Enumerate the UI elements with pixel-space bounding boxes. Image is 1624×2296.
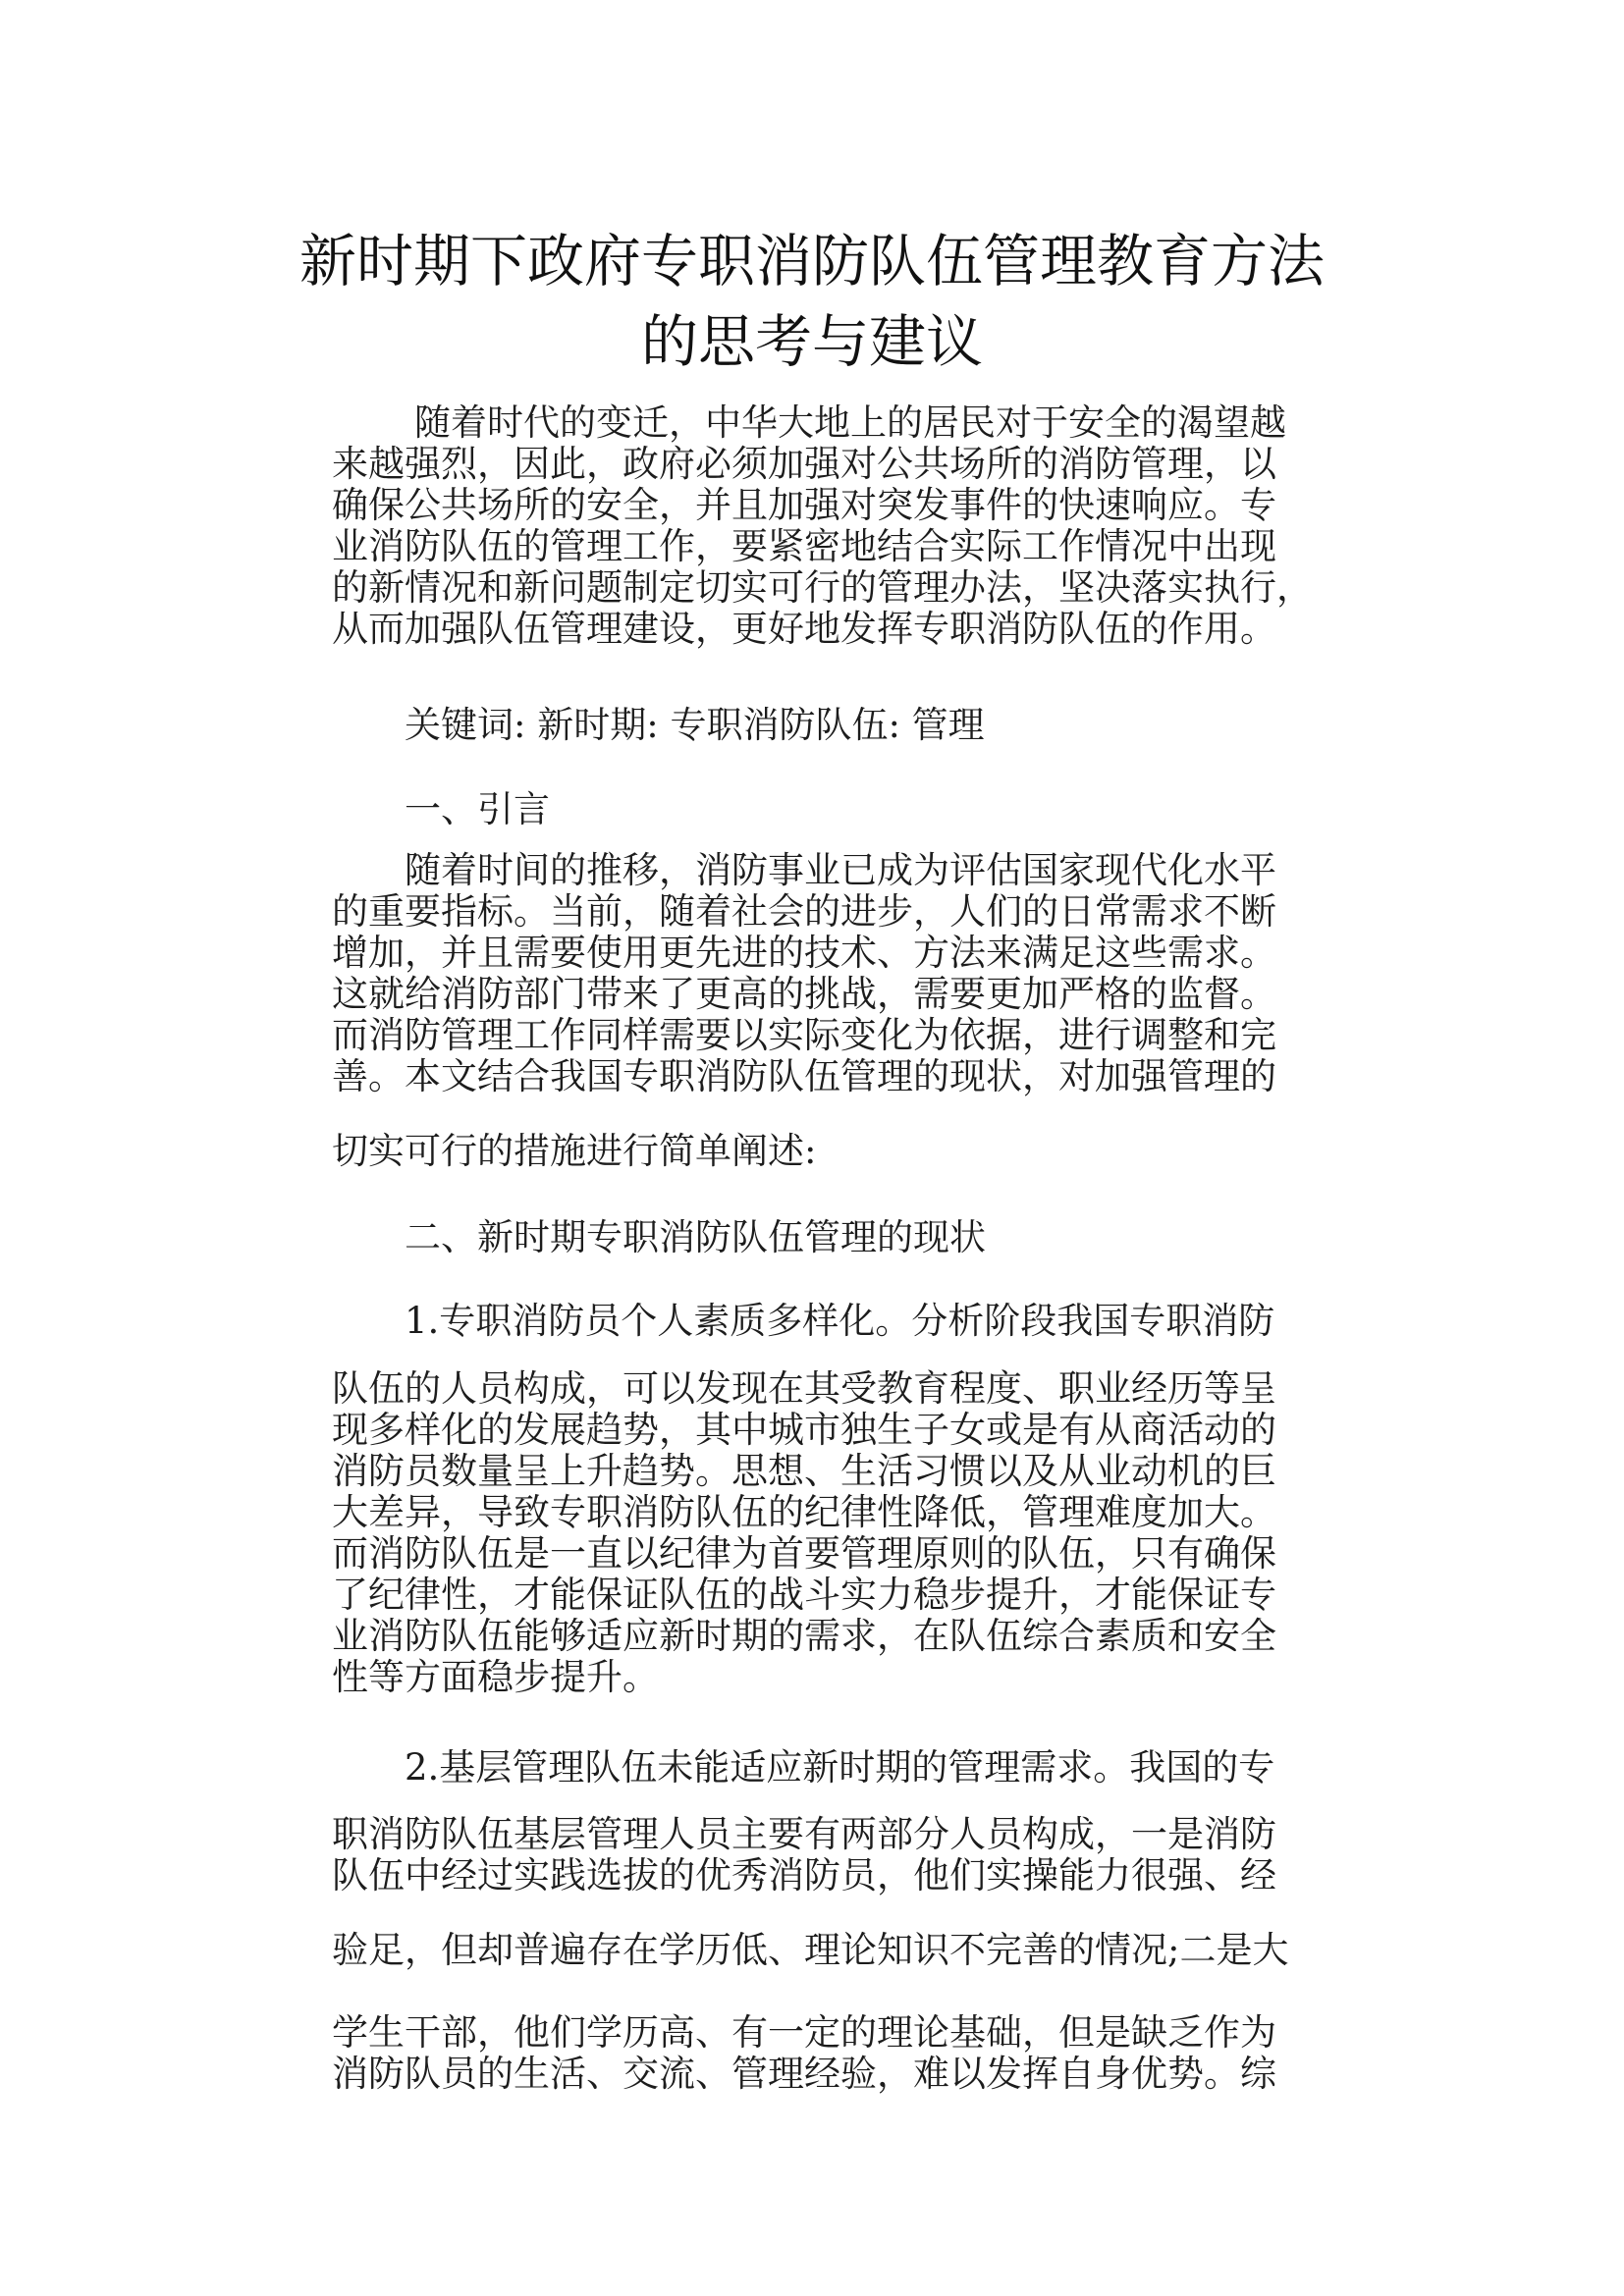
section-2-item-2-paragraph-c — [332, 2012, 1304, 2095]
section-1-paragraph-end — [332, 1131, 1304, 1172]
title-line-2: 的思考与建议 — [640, 308, 983, 375]
section-1-line: 这就给消防部门带来了更高的挑战，需要更加严格的监督。 — [332, 973, 1276, 1015]
keywords — [332, 705, 1304, 746]
section-1-line: 的重要指标。当前，随着社会的进步，人们的日常需求不断 — [332, 890, 1276, 933]
section-2-heading — [332, 1217, 1304, 1258]
item-2-line: 验足，但却普遍存在学历低、理论知识不完善的情况;二是大 — [332, 1929, 1289, 1971]
item-1-line: 性等方面稳步提升。 — [332, 1656, 659, 1698]
item-2-line: 消防队员的生活、交流、管理经验，难以发挥自身优势。综 — [332, 2053, 1276, 2095]
section-1-line: 增加，并且需要使用更先进的技术、方法来满足这些需求。 — [332, 932, 1276, 974]
abstract-line: 来越强烈，因此，政府必须加强对公共场所的消防管理，以 — [332, 443, 1276, 485]
item-1-line: 大差异，导致专职消防队伍的纪律性降低，管理难度加大。 — [332, 1491, 1276, 1533]
section-1-heading-text: 一、引言 — [405, 788, 550, 830]
item-1-line: 了纪律性，才能保证队伍的战斗实力稳步提升，才能保证专 — [332, 1574, 1276, 1616]
section-1-paragraph — [332, 850, 1304, 1097]
item-2-line: 职消防队伍基层管理人员主要有两部分人员构成，一是消防 — [332, 1813, 1276, 1855]
section-2-item-2-lead — [332, 1747, 1304, 1789]
keywords-text: 关键词: 新时期: 专职消防队伍: 管理 — [405, 704, 985, 746]
section-2-item-2-paragraph-b — [332, 1930, 1304, 1971]
item-2-line: 学生干部，他们学历高、有一定的理论基础，但是缺乏作为 — [332, 2011, 1276, 2054]
item-2-first-line: 2.基层管理队伍未能适应新时期的管理需求。我国的专 — [405, 1746, 1275, 1789]
abstract-line: 的新情况和新问题制定切实可行的管理办法，坚决落实执行， — [332, 566, 1313, 609]
section-1-heading — [332, 789, 1304, 830]
item-1-line: 队伍的人员构成，可以发现在其受教育程度、职业经历等呈 — [332, 1367, 1276, 1410]
section-1-line: 切实可行的措施进行简单阐述: — [332, 1130, 817, 1172]
item-1-line: 业消防队伍能够适应新时期的需求，在队伍综合素质和安全 — [332, 1615, 1276, 1657]
abstract-line: 业消防队伍的管理工作，要紧密地结合实际工作情况中出现 — [332, 525, 1276, 567]
section-2-heading-text: 二、新时期专职消防队伍管理的现状 — [405, 1216, 986, 1258]
item-2-line: 队伍中经过实践选拔的优秀消防员，他们实操能力很强、经 — [332, 1854, 1276, 1896]
item-1-first-line: 1.专职消防员个人素质多样化。分析阶段我国专职消防 — [405, 1300, 1275, 1342]
section-2-item-2-paragraph-a — [332, 1814, 1304, 1896]
document-title — [226, 221, 1398, 382]
abstract-paragraph — [332, 401, 1313, 650]
section-2-item-1-paragraph — [332, 1368, 1304, 1698]
item-1-line: 消防员数量呈上升趋势。思想、生活习惯以及从业动机的巨 — [332, 1450, 1276, 1492]
abstract-line: 确保公共场所的安全，并且加强对突发事件的快速响应。专 — [332, 484, 1276, 526]
item-1-line: 而消防队伍是一直以纪律为首要管理原则的队伍，只有确保 — [332, 1532, 1276, 1575]
item-1-line: 现多样化的发展趋势，其中城市独生子女或是有从商活动的 — [332, 1409, 1276, 1451]
section-2-item-1-lead — [332, 1301, 1304, 1342]
section-1-line: 随着时间的推移，消防事业已成为评估国家现代化水平 — [405, 849, 1276, 891]
section-1-line: 善。本文结合我国专职消防队伍管理的现状，对加强管理的 — [332, 1055, 1276, 1097]
abstract-line: 从而加强队伍管理建设，更好地发挥专职消防队伍的作用。 — [332, 608, 1276, 650]
abstract-line: 随着时代的变迁，中华大地上的居民对于安全的渴望越 — [414, 401, 1286, 444]
title-line-1: 新时期下政府专职消防队伍管理教育方法 — [298, 228, 1325, 294]
section-1-line: 而消防管理工作同样需要以实际变化为依据，进行调整和完 — [332, 1014, 1276, 1056]
